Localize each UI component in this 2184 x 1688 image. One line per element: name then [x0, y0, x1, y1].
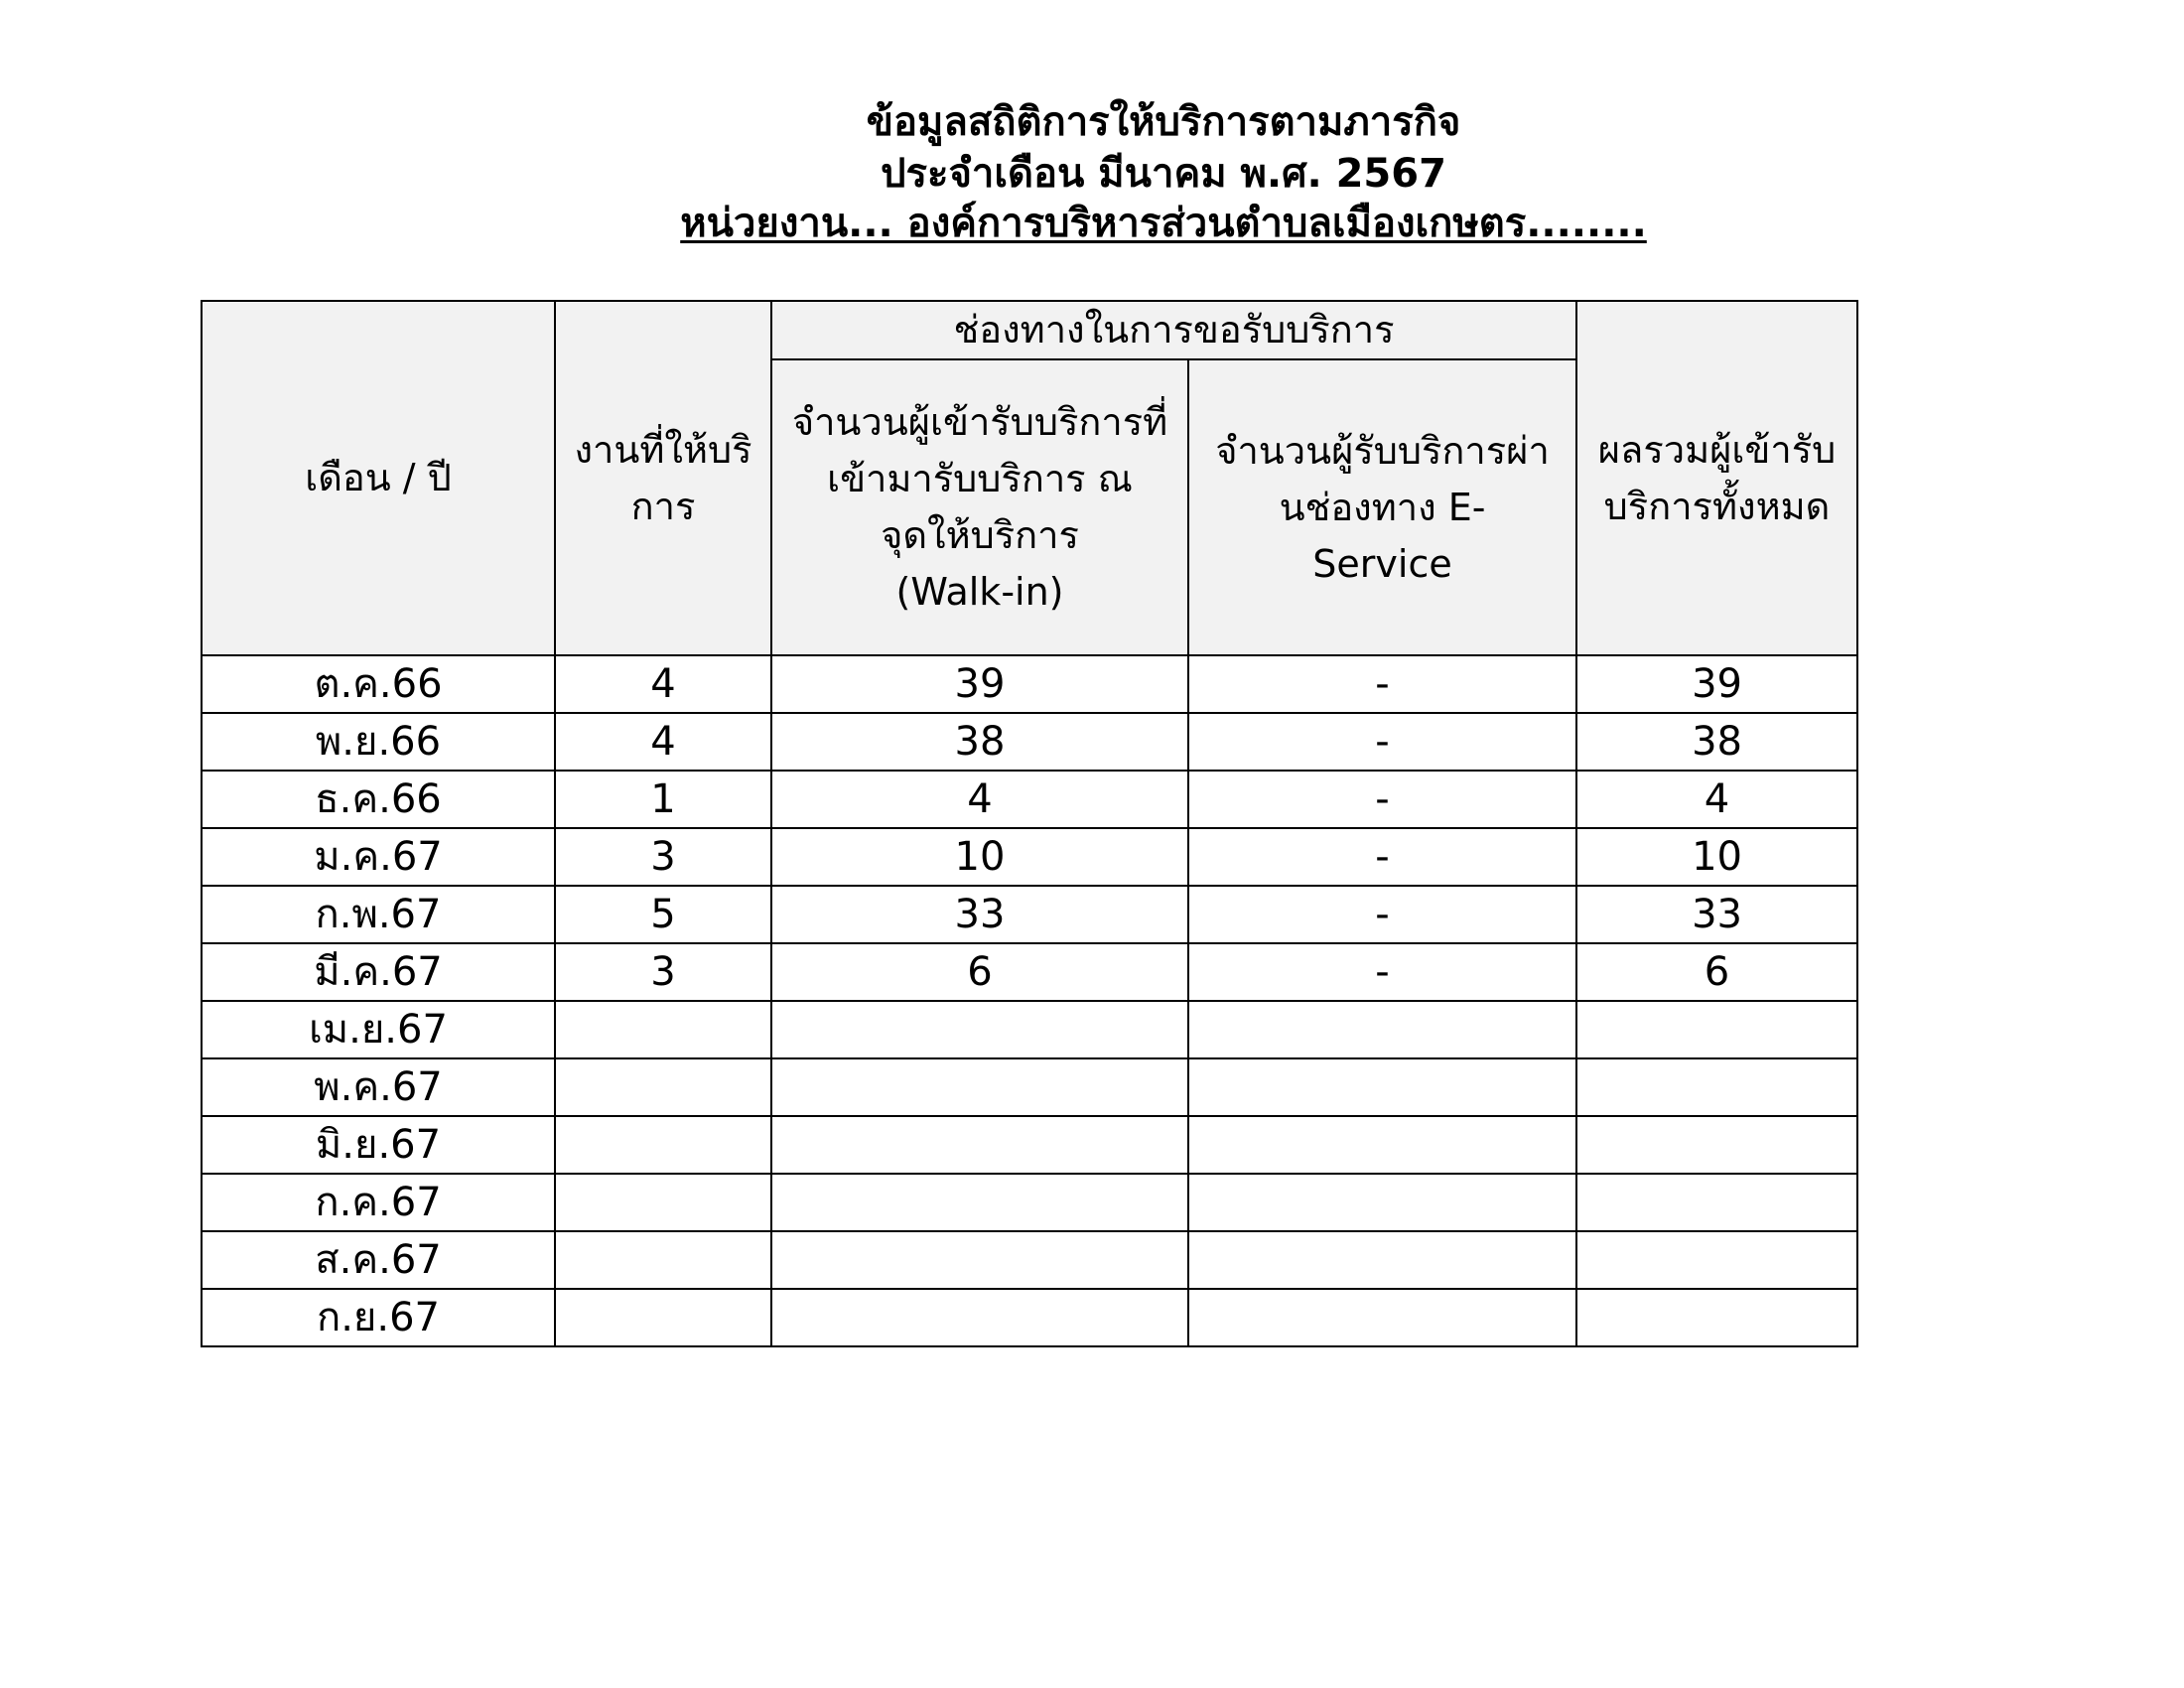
- service-statistics-table: [201, 300, 1858, 1347]
- month-cell: ก.ค.67: [202, 1174, 555, 1231]
- header-walk-in: จำนวนผู้เข้ารับบริการที่ เข้ามารับบริการ ณ จุดให้บริการ (Walk-in): [771, 359, 1188, 655]
- walk-in-cell: 33: [771, 886, 1188, 943]
- month-cell: ต.ค.66: [202, 655, 555, 713]
- total-cell: [1576, 1231, 1857, 1289]
- table-row: [202, 655, 1857, 713]
- services-cell: 1: [555, 771, 771, 828]
- e-service-cell: -: [1188, 655, 1576, 713]
- e-service-cell: -: [1188, 713, 1576, 771]
- table-row: [202, 1174, 1857, 1231]
- e-service-cell: [1188, 1058, 1576, 1116]
- total-cell: 6: [1576, 943, 1857, 1001]
- e-service-cell: -: [1188, 771, 1576, 828]
- document-period: ประจำเดือน มีนาคม พ.ศ. 2567: [881, 151, 1446, 197]
- services-cell: [555, 1116, 771, 1174]
- walk-in-cell: [771, 1231, 1188, 1289]
- services-cell: [555, 1289, 771, 1346]
- table-row: [202, 1001, 1857, 1058]
- table-row: [202, 886, 1857, 943]
- walk-in-cell: [771, 1116, 1188, 1174]
- month-cell: ก.พ.67: [202, 886, 555, 943]
- services-cell: 5: [555, 886, 771, 943]
- total-cell: [1576, 1174, 1857, 1231]
- month-cell: พ.ย.66: [202, 713, 555, 771]
- table-row: [202, 1116, 1857, 1174]
- services-cell: 4: [555, 713, 771, 771]
- walk-in-cell: [771, 1058, 1188, 1116]
- month-cell: มี.ค.67: [202, 943, 555, 1001]
- header-services: งานที่ให้บริ การ: [555, 301, 771, 655]
- table-row: [202, 771, 1857, 828]
- document-agency: [71, 199, 2184, 248]
- walk-in-cell: 38: [771, 713, 1188, 771]
- agency-label: หน่วยงาน... องค์การบริหารส่วนตำบลเมืองเกษตร........: [680, 201, 1647, 246]
- total-cell: [1576, 1058, 1857, 1116]
- month-cell: ก.ย.67: [202, 1289, 555, 1346]
- e-service-cell: [1188, 1231, 1576, 1289]
- month-cell: พ.ค.67: [202, 1058, 555, 1116]
- month-cell: ส.ค.67: [202, 1231, 555, 1289]
- total-cell: 38: [1576, 713, 1857, 771]
- month-cell: มิ.ย.67: [202, 1116, 555, 1174]
- walk-in-cell: [771, 1289, 1188, 1346]
- table-body: [202, 655, 1857, 1346]
- total-cell: 10: [1576, 828, 1857, 886]
- e-service-cell: -: [1188, 943, 1576, 1001]
- e-service-cell: [1188, 1116, 1576, 1174]
- table-row: [202, 1058, 1857, 1116]
- table-row: [202, 713, 1857, 771]
- total-cell: [1576, 1116, 1857, 1174]
- month-cell: ธ.ค.66: [202, 771, 555, 828]
- services-cell: [555, 1231, 771, 1289]
- e-service-cell: -: [1188, 828, 1576, 886]
- e-service-cell: [1188, 1001, 1576, 1058]
- services-cell: 3: [555, 828, 771, 886]
- walk-in-cell: 10: [771, 828, 1188, 886]
- e-service-cell: [1188, 1289, 1576, 1346]
- table-row: [202, 828, 1857, 886]
- total-cell: 33: [1576, 886, 1857, 943]
- header-channel-group: ช่องทางในการขอรับบริการ: [771, 301, 1576, 359]
- total-cell: 4: [1576, 771, 1857, 828]
- walk-in-cell: 6: [771, 943, 1188, 1001]
- services-cell: [555, 1001, 771, 1058]
- header-total: ผลรวมผู้เข้ารับ บริการทั้งหมด: [1576, 301, 1857, 655]
- table-row: [202, 1289, 1857, 1346]
- month-cell: ม.ค.67: [202, 828, 555, 886]
- table-row: [202, 1231, 1857, 1289]
- walk-in-cell: 4: [771, 771, 1188, 828]
- services-cell: [555, 1058, 771, 1116]
- services-cell: 4: [555, 655, 771, 713]
- e-service-cell: [1188, 1174, 1576, 1231]
- services-cell: 3: [555, 943, 771, 1001]
- walk-in-cell: 39: [771, 655, 1188, 713]
- total-cell: [1576, 1001, 1857, 1058]
- total-cell: 39: [1576, 655, 1857, 713]
- header-month: เดือน / ปี: [202, 301, 555, 655]
- document-title: ข้อมูลสถิติการให้บริการตามภารกิจ: [866, 99, 1461, 145]
- month-cell: เม.ย.67: [202, 1001, 555, 1058]
- header-row-top: [202, 301, 1857, 359]
- header-e-service: จำนวนผู้รับบริการผ่า นช่องทาง E- Service: [1188, 359, 1576, 655]
- total-cell: [1576, 1289, 1857, 1346]
- e-service-cell: -: [1188, 886, 1576, 943]
- walk-in-cell: [771, 1174, 1188, 1231]
- services-cell: [555, 1174, 771, 1231]
- walk-in-cell: [771, 1001, 1188, 1058]
- table-row: [202, 943, 1857, 1001]
- table-header: [202, 301, 1857, 655]
